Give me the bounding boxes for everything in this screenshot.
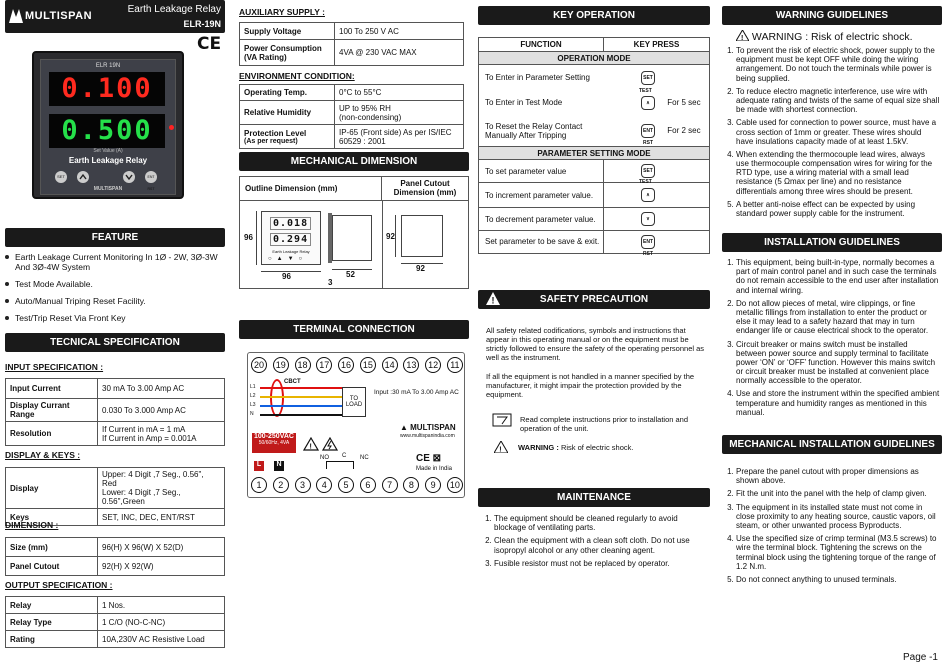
svg-text:!: !	[309, 443, 312, 451]
cutout-dim-header: Panel Cutout Dimension (mm)	[382, 177, 468, 201]
cbct-label: CBCT	[284, 379, 301, 385]
terminal-number: 7	[382, 477, 398, 493]
input-note: Input :30 mA To 3.00 Amp AC	[374, 389, 459, 396]
output-spec-title: OUTPUT SPECIFICATION :	[5, 580, 113, 590]
list-item: 2. Do not allow pieces of metal, wire clippings, or fine metallic fillings from installation to enter the product or else it may lead to a safety hazard that may in turn endanger life or cause electrical shock to the operator.	[736, 299, 940, 336]
table-row: To Reset the Relay Contact Manually After Tripping ENT RST For 2 sec	[479, 115, 709, 147]
installation-list	[722, 258, 940, 421]
table-row: To decrement parameter value. ∨	[479, 208, 709, 231]
mech-install-list	[722, 467, 940, 588]
brand-name: MULTISPAN	[25, 10, 93, 22]
product-title: Earth Leakage Relay	[127, 4, 221, 15]
table-row: Size (mm) 96(H) X 96(W) X 52(D)	[6, 538, 225, 557]
device-down-key	[123, 171, 135, 183]
output-spec-table	[5, 596, 225, 648]
terminal-shock-icon	[322, 437, 338, 453]
terminal-number: 19	[273, 357, 289, 373]
nc-label: NC	[360, 455, 369, 461]
table-row: Keys SET, INC, DEC, ENT/RST	[6, 509, 225, 526]
safety-warning-note: WARNING : Risk of electric shock.	[518, 443, 634, 452]
model-number: ELR-19N	[183, 19, 221, 29]
svg-text:!: !	[491, 295, 495, 305]
table-row: Display Upper: 4 Digit ,7 Seg., 0.56", Red Lower: 4 Digit ,7 Seg., 0.56",Green	[6, 468, 225, 509]
table-row: Input Current 30 mA To 3.00 Amp AC	[6, 379, 225, 399]
table-row: Rating 10A,230V AC Resistive Load	[6, 631, 225, 648]
dim-92-width: 92	[416, 264, 425, 273]
set-key-icon: SET	[641, 71, 655, 85]
list-item: Earth Leakage Current Monitoring In 1Ø - 2W, 3Ø-3W And 3Ø-4W System	[5, 252, 225, 272]
mech-install-heading: MECHANICAL INSTALLATION GUIDELINES	[722, 435, 942, 454]
trip-led	[169, 125, 174, 130]
terminal-number: 11	[447, 357, 463, 373]
environment-title: ENVIRONMENT CONDITION:	[239, 71, 355, 81]
table-row: Power Consumption (VA Rating) 4VA @ 230 VAC MAX	[240, 40, 464, 66]
supply-badge: 100-250VAC 50/60Hz, 4VA	[252, 433, 296, 453]
list-item: 1. To prevent the risk of electric shock, power supply to the equipment must be kept OFF while doing the wiring arrangement. Do not touch the terminals while power is being supplied.	[736, 46, 940, 83]
upper-display-value: 0.100	[61, 73, 153, 104]
up-key-icon: ∧	[641, 188, 655, 202]
input-spec-table	[5, 378, 225, 446]
table-row: To Enter in Parameter Setting SET	[479, 65, 709, 90]
multispan-logo-icon	[9, 9, 23, 23]
ent-rst-key-icon: ENT RST	[641, 235, 655, 249]
list-item: 3. Circuit breaker or mains switch must be installed between power source and supply terminal to facilitate power ‘ON’ or ‘OFF’ function. However this mains switch or circuit breaker must be installed at convenient place normally accessible to the operator.	[736, 340, 940, 386]
operation-mode-label: OPERATION MODE	[479, 52, 709, 65]
dimension-title: DIMENSION :	[5, 520, 59, 530]
list-item: 4. Use the specified size of crimp terminal (M3.5 screws) to wire the terminal block. Tightening the screws on the terminal block using the tightening torque of the range of 1.2 N.m.	[736, 534, 940, 571]
table-row: To set parameter value SET	[479, 160, 709, 183]
list-item: 2. Clean the equipment with a clean soft cloth. Do not use isopropyl alcohol or any other cleaning agent.	[494, 536, 710, 554]
dim-96-width: 96	[282, 272, 291, 281]
dim-52: 52	[346, 270, 355, 279]
safety-p2: If all the equipment is not handled in a manner specified by the manufacturer, it might impair the protection provided by the equipment.	[486, 372, 695, 399]
device-brand-label: MULTISPAN	[93, 186, 123, 192]
warning-icon	[486, 292, 500, 306]
table-row: To increment parameter value. TEST ∧	[479, 183, 709, 208]
page-number: Page -1	[902, 652, 938, 663]
top-terminal-row	[251, 357, 463, 373]
terminal-number: 6	[360, 477, 376, 493]
table-row: Relative Humidity UP to 95% RH (non-condensing)	[240, 101, 464, 125]
terminal-number: 4	[316, 477, 332, 493]
table-row: Relay Type 1 C/O (NO-C-NC)	[6, 614, 225, 631]
cbct-core	[270, 379, 284, 417]
dim-3: 3	[328, 278, 333, 287]
terminal-web: www.multispanindia.com	[400, 433, 455, 439]
list-item: 3. The equipment in its installed state must not come in close proximity to any heating source, caustic vapors, oil steam, or other unwanted process Byproducts.	[736, 503, 940, 531]
terminal-diagram	[247, 352, 465, 498]
dim-92-height: 92	[386, 232, 395, 241]
terminal-heading: TERMINAL CONNECTION	[239, 320, 469, 339]
terminal-number: 13	[403, 357, 419, 373]
device-set-key: SET	[55, 171, 67, 183]
dim-96-height: 96	[244, 233, 253, 242]
terminal-number: 2	[273, 477, 289, 493]
param-mode-label: PARAMETER SETTING MODE	[479, 147, 709, 160]
display-keys-table	[5, 467, 225, 526]
table-row: Protection Level (As per request) IP-65 (Front side) As per IS/IEC 60529 : 2001	[240, 125, 464, 149]
table-row: Operating Temp. 0°C to 55°C	[240, 85, 464, 101]
terminal-number: 12	[425, 357, 441, 373]
device-up-key	[77, 171, 89, 183]
lower-display	[49, 114, 165, 148]
table-row: Display Currant Range 0.030 To 3.000 Amp AC	[6, 399, 225, 422]
terminal-number: 18	[295, 357, 311, 373]
terminal-number: 10	[447, 477, 463, 493]
shock-warning-icon	[494, 441, 508, 455]
key-op-heading: KEY OPERATION	[478, 6, 710, 25]
svg-text:!: !	[741, 35, 744, 41]
list-item: 5. Do not connect anything to unused terminals.	[736, 575, 940, 584]
input-spec-title: INPUT SPECIFICATION :	[5, 362, 104, 372]
installation-heading: INSTALLATION GUIDELINES	[722, 233, 942, 252]
display-keys-title: DISPLAY & KEYS :	[5, 450, 81, 460]
device-name-label: Earth Leakage Relay	[68, 156, 148, 165]
svg-text:!: !	[499, 446, 502, 453]
list-item: 1. The equipment should be cleaned regularly to avoid blockage of ventilating parts.	[494, 514, 710, 532]
warning-list	[722, 46, 940, 222]
terminal-number: 14	[382, 357, 398, 373]
terminal-number: 17	[316, 357, 332, 373]
safety-read-note: Read complete instructions prior to installation and operation of the unit.	[520, 415, 689, 433]
table-row: Supply Voltage 100 To 250 V AC	[240, 23, 464, 40]
header-banner	[5, 0, 225, 33]
terminal-brand: ▲ MULTISPAN	[400, 423, 456, 432]
device-front-panel	[32, 51, 184, 199]
load-box: TO LOAD	[342, 387, 366, 417]
c-label: C	[342, 453, 347, 459]
relay-contact	[326, 461, 354, 469]
safety-heading: ! SAFETY PRECAUTION	[478, 290, 710, 309]
terminal-number: 5	[338, 477, 354, 493]
terminal-number: 16	[338, 357, 354, 373]
terminal-number: 3	[295, 477, 311, 493]
safety-p1: All safety related codifications, symbols and instructions that appear in this operating manual or on the equipment must be strictly followed to ensure the safety of the operating personnel as well as the instrument.	[486, 326, 705, 362]
outline-front-drawing: 0.018 0.294 Earth Leakage Relay ○▲▼○	[261, 211, 321, 265]
list-item: 2. To reduce electro magnetic interference, use wire with adequate rating and twists of the same of equal size shall be made with shortest connection.	[736, 87, 940, 115]
warning-icon	[736, 30, 749, 41]
column-1	[5, 0, 225, 644]
list-item: Test Mode Available.	[5, 279, 225, 289]
terminal-number: 8	[403, 477, 419, 493]
outline-dim-header: Outline Dimension (mm)	[240, 177, 382, 201]
feature-heading: FEATURE	[5, 228, 225, 247]
mech-dim-box	[239, 176, 469, 289]
ce-mark: CE	[197, 34, 222, 54]
list-item: 3. Cable used for connection to power source, must have a cross section of 1mm or greater. These wires should have insulations capacity made of at least 1.5kV.	[736, 118, 940, 146]
lower-display-value: 0.500	[61, 115, 153, 146]
cutout-drawing	[401, 215, 443, 257]
list-item: 4. When extending the thermocouple lead wires, always use thermocouple compensation wires for wiring for the RTD type, use a wiring material with a small lead resistance (5 Ωmax per line) and no resistance differentials among three wires should be present.	[736, 150, 940, 196]
warning-headline: ! WARNING : Risk of electric shock.	[736, 30, 913, 43]
list-item: 3. Fusible resistor must not be replaced by operator.	[494, 559, 710, 568]
set-key-icon: SET	[641, 164, 655, 178]
set-value-label: Set Value (A)	[93, 148, 123, 154]
environment-table	[239, 84, 464, 149]
terminal-number: 20	[251, 357, 267, 373]
terminal-number: 9	[425, 477, 441, 493]
down-key-icon: ∨	[641, 212, 655, 226]
upper-display	[49, 72, 165, 106]
list-item: 5. A better anti-noise effect can be expected by using standard power supply cable for the instrument.	[736, 200, 940, 218]
terminal-number: 1	[251, 477, 267, 493]
aux-supply-table	[239, 22, 464, 66]
feature-list	[5, 252, 225, 330]
table-row: To Enter in Test Mode TEST ∧ For 5 sec	[479, 90, 709, 115]
device-panel-label: ELR 19N	[95, 63, 121, 69]
list-item: 1. This equipment, being built-in-type, normally becomes a part of main control panel and in such case the terminals do not remain accessible to the end user after installation and internal wiring.	[736, 258, 940, 295]
device-ent-key: ENT RST	[145, 171, 157, 183]
list-item: Test/Trip Reset Via Front Key	[5, 313, 225, 323]
table-row: Set parameter to be save & exit. ENT RST	[479, 231, 709, 253]
ent-rst-key-icon: ENT RST	[641, 124, 655, 138]
bottom-terminal-row	[251, 477, 463, 493]
terminal-warning-icon	[303, 437, 319, 453]
neutral-label: N	[274, 461, 284, 471]
maintenance-heading: MAINTENANCE	[478, 488, 710, 507]
list-item: 4. Use and store the instrument within the specified ambient temperature and humidity ranges as mentioned in this manual.	[736, 389, 940, 417]
no-label: NO	[320, 455, 329, 461]
maintenance-list	[480, 514, 710, 572]
list-item: 2. Fit the unit into the panel with the help of clamp given.	[736, 489, 940, 498]
mech-dim-heading: MECHANICAL DIMENSION	[239, 152, 469, 171]
table-row: Resolution If Current in mA = 1 mA If Current in Amp = 0.001A	[6, 422, 225, 446]
list-item: 1. Prepare the panel cutout with proper dimensions as shown above.	[736, 467, 940, 485]
list-item: Auto/Manual Triping Reset Facility.	[5, 296, 225, 306]
terminal-number: 15	[360, 357, 376, 373]
dimension-table	[5, 537, 225, 576]
line-labels: L1 L2 L3 N	[250, 384, 256, 417]
key-op-table: FUNCTION KEY PRESS OPERATION MODE To Enter in Parameter Setting SET To Enter in Test Mode TEST ∧ For 5 sec To Reset the Relay Contact Manually After Tripping ENT RST For 2 sec PARAMETER SETTING MODE To set parameter value SET To increment parameter value. TEST ∧ To decrement parameter value. ∨ Set parameter to be save & exit. ENT RST	[478, 37, 710, 254]
live-label: L	[254, 461, 264, 471]
table-row: Panel Cutout 92(H) X 92(W)	[6, 557, 225, 576]
made-in-label: Made in India	[416, 466, 453, 472]
aux-supply-title: AUXILIARY SUPPLY :	[239, 7, 325, 17]
book-icon	[492, 413, 512, 429]
up-key-icon: ∧	[641, 96, 655, 110]
tech-spec-heading: TECNICAL SPECIFICATION	[5, 333, 225, 352]
table-row: Relay 1 Nos.	[6, 597, 225, 614]
cert-marks: CE ⊠	[416, 453, 442, 464]
warning-heading: WARNING GUIDELINES	[722, 6, 942, 25]
